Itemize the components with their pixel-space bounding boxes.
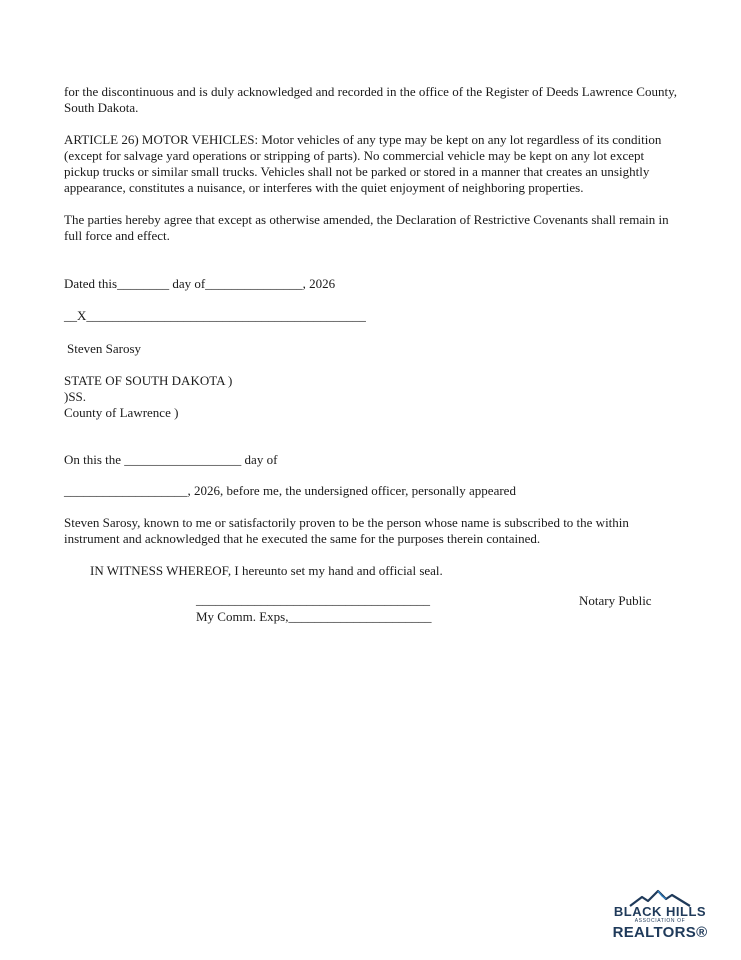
paragraph-agreement: The parties hereby agree that except as otherwise amended, the Declaration of Restrictive Covenants shall remain in full force and effect. xyxy=(64,212,669,243)
black-hills-realtors-logo xyxy=(610,888,710,944)
county-line: County of Lawrence ) xyxy=(64,405,179,420)
appeared-line: ___________________, 2026, before me, the undersigned officer, personally appeared xyxy=(64,483,516,498)
logo-line-association: ASSOCIATION OF xyxy=(634,918,686,924)
notary-signature-line: ____________________________________ xyxy=(196,592,430,607)
witness-line: IN WITNESS WHEREOF, I hereunto set my hand and official seal. xyxy=(90,563,443,578)
signature-line: __X___________________________________________ xyxy=(64,308,366,323)
logo-line-realtors: REALTORS® xyxy=(612,924,708,941)
paragraph-recording: for the discontinuous and is duly acknowledged and recorded in the office of the Register of Deeds Lawrence County, South Dakota. xyxy=(64,84,677,115)
logo-line-black-hills: BLACK HILLS xyxy=(613,904,707,919)
on-this-line: On this the __________________ day of xyxy=(64,452,278,467)
commission-expires-line: My Comm. Exps,______________________ xyxy=(196,609,432,624)
notary-public-label: Notary Public xyxy=(579,593,652,608)
signer-name: Steven Sarosy xyxy=(67,341,142,356)
acknowledgment-paragraph: Steven Sarosy, known to me or satisfactorily proven to be the person whose name is subscribed to the within instrument and acknowledged that he executed the same for the purposes therein contained. xyxy=(64,515,629,546)
ss-line: )SS. xyxy=(64,389,87,404)
paragraph-article-26: ARTICLE 26) MOTOR VEHICLES: Motor vehicles of any type may be kept on any lot regardless of its condition (except for salvage yard operations or stripping of parts). No commercial vehicle may be kept on any lot except pickup trucks or similar small trucks. Vehicles shall not be parked or stored in a manner that creates an unsightly appearance, constitutes a nuisance, or interferes with the quiet enjoyment of neighboring properties. xyxy=(64,132,662,195)
dated-line: Dated this________ day of_______________, 2026 xyxy=(64,276,336,291)
state-line: STATE OF SOUTH DAKOTA ) xyxy=(64,373,233,388)
